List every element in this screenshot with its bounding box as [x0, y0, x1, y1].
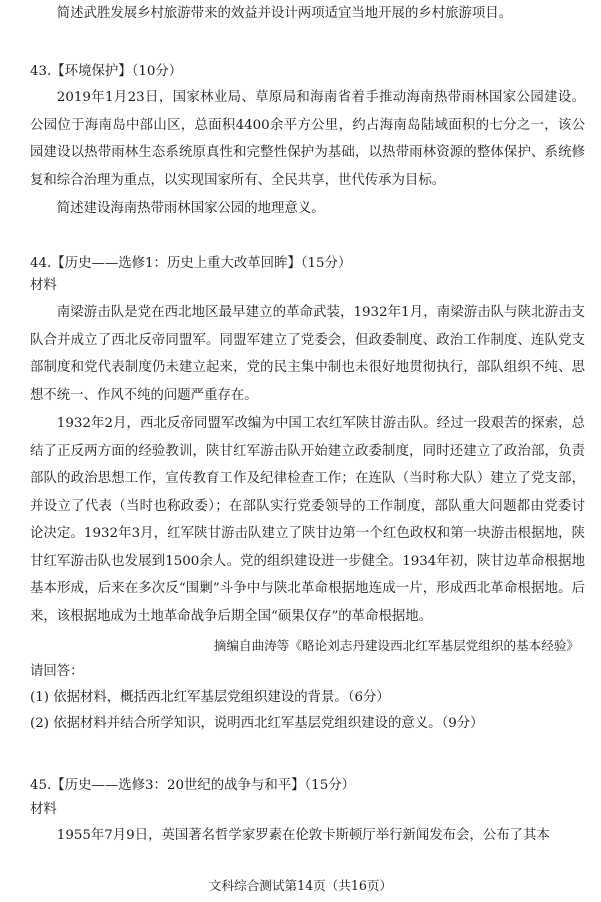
q44-source: 摘编自曲涛等《略论刘志丹建设西北红军基层党组织的基本经验》	[213, 638, 579, 653]
q45-material-para1: 1955年7月9日，英国著名哲学家罗素在伦敦卡斯顿厅举行新闻发布会，公布了其本	[56, 828, 550, 843]
q44-prompt: 请回答：	[30, 664, 84, 679]
q44-material-para1: 南梁游击队是党在西北地区最早建立的革命武装，1932年1月，南梁游击队与陕北游击支队合并成立了西北反帝同盟军。同盟军建立了党委会，但政委制度、政治工作制度、连队党支部制度和党代表制度仍未建立起来，党的民主集中制也未很好地贯彻执行，部队组织不纯、思想不统一、作风不纯的问题严重存在。	[30, 305, 585, 403]
q43-paragraph: 2019年1月23日，国家林业局、草原局和海南省着手推动海南热带雨林国家公园建设。公园位于海南岛中部山区，总面积4400余平方公里，约占海南岛陆域面积的七分之一，该公园建设以热带雨林生态系统原真性和完整性保护为基础，以热带雨林资源的整体保护、系统修复和综合治理为重点，以实现国家所有、全民共享，世代传承为目标。	[30, 90, 585, 188]
q44-material-label: 材料	[30, 278, 57, 293]
q43-heading: 43.【环境保护】（10分）	[30, 64, 183, 79]
page-footer: 文科综合测试第14页（共16页）	[208, 878, 393, 893]
q45-heading: 45.【历史——选修3：20世纪的战争与和平】（15分）	[30, 778, 356, 793]
q44-heading: 44.【历史——选修1：历史上重大改革回眸】（15分）	[30, 256, 352, 271]
q44-subquestion-2: (2) 依据材料并结合所学知识，说明西北红军基层党组织建设的意义。（9分）	[30, 716, 484, 731]
top-question-line: 简述武胜发展乡村旅游带来的效益并设计两项适宜当地开展的乡村旅游项目。	[56, 6, 513, 21]
q44-material-para2: 1932年2月，西北反帝同盟军改编为中国工农红军陕甘游击队。经过一段艰苦的探索，总结了正反两方面的经验教训，陕甘红军游击队开始建立政委制度，同时还建立了政治部，负责部队的政治思想工作，宣传教育工作及纪律检查工作；在连队（当时称大队）建立了党支部，并设立了代表（当时也称政委）；在部队实行党委领导的工作制度，部队重大问题都由党委讨论决定。1932年3月，红军陕甘游击队建立了陕甘边第一个红色政权和第一块游击根据地，陕甘红军游击队也发展到1500余人。党的组织建设进一步健全。1934年初，陕甘边革命根据地基本形成，后来在多次反“围剿”斗争中与陕北革命根据地连成一片，形成西北革命根据地。后来，该根据地成为土地革命战争后期全国“硕果仅存”的革命根据地。	[30, 416, 585, 624]
q44-subquestion-1: (1) 依据材料，概括西北红军基层党组织建设的背景。（6分）	[30, 690, 390, 705]
q43-question: 简述建设海南热带雨林国家公园的地理意义。	[56, 201, 325, 216]
q45-material-label: 材料	[30, 802, 57, 817]
